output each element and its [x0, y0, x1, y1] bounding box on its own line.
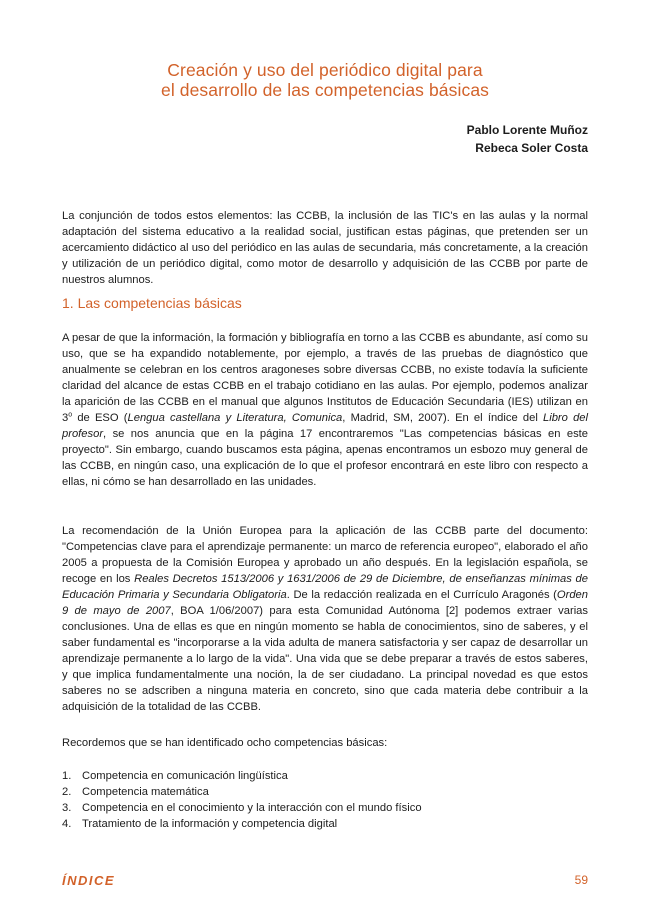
author-name: Rebeca Soler Costa: [475, 141, 588, 155]
author-list: [467, 121, 588, 157]
body-paragraph-1: A pesar de que la información, la formación y bibliografía en torno a las CCBB es abundante, así como su uso, que se ha expandido notablemente, por ejemplo, a través de las pruebas de diagnóstico que anualmente se celebran en los centros aragoneses sobre diversas CCBB, no existe todavía la suficiente claridad del alcance de estas CCBB en el trabajo cotidiano en las aulas. Por ejemplo, podemos analizar la aparición de las CCBB en el manual que algunos Institutos de Educación Secundaria (IES) utilizan en 3$^o$ de ESO (Lengua castellana y Literatura, Comunica, Madrid, SM, 2007). En el índice del Libro del profesor, se nos anuncia que en la página 17 encontraremos "Las competencias básicas en este proyecto". Sin embargo, cuando buscamos esta página, apenas encontramos un esbozo muy general de las CCBB, en ningún caso, una explicación de lo que el profesor encontrará en este libro con respecto a ellas, ni cómo se han desarrollado en las unidades.: [62, 332, 588, 488]
article-title-line-2: el desarrollo de las competencias básicas: [160, 80, 490, 100]
intro-paragraph: La conjunción de todos estos elementos: las CCBB, la inclusión de las TIC's en las aulas y la normal adaptación del sistema educativo a la realidad social, justifican estas páginas, que pretenden ser un acercamiento didáctico al uso del periódico en las aulas de secundaria, más concretamente, a la creación y utilización de un periódico digital, como motor de desarrollo y adquisición de las CCBB por parte de nuestros alumnos.: [62, 210, 588, 286]
indice-logo: ÍNDICE: [62, 873, 116, 888]
section-heading: 1. Las competencias básicas: [62, 295, 242, 311]
competencias-list: [62, 768, 588, 832]
list-item: 1. Competencia en comunicación lingüística: [62, 770, 288, 782]
list-item: 2. Competencia matemática: [62, 786, 209, 798]
article-title-line-1: Creación y uso del periódico digital para: [167, 60, 483, 80]
list-item: 4. Tratamiento de la información y competencia digital: [62, 818, 338, 830]
legal-reference: Reales Decretos 1513/2006 y 1631/2006 de 29 de Diciembre, de enseñanzas mínimas de Educación Primaria y Secundaria Obligatoria: [62, 573, 589, 601]
body-paragraph-3: Recordemos que se han identificado ocho competencias básicas:: [62, 737, 388, 749]
legal-reference: Orden 9 de mayo de 2007: [62, 589, 588, 617]
page-number: 59: [574, 873, 588, 887]
list-item: 3. Competencia en el conocimiento y la interacción con el mundo físico: [62, 802, 422, 814]
body-paragraph-2: La recomendación de la Unión Europea para la aplicación de las CCBB parte del documento: "Competencias clave para el aprendizaje permanente: un marco de referencia europeo", elaborado el año 2005 a propuesta de la Comisión Europea y aprobado un año después. En la legislación española, se recoge en los Reales Decretos 1513/2006 y 1631/2006 de 29 de Diciembre, de enseñanzas mínimas de Educación Primaria y Secundaria Obligatoria. De la redacción realizada en el Currículo Aragonés (Orden 9 de mayo de 2007, BOA 1/06/2007) para esta Comunidad Autónoma [2] podemos extraer varias conclusiones. Una de ellas es que en ningún momento se habla de conocimientos, sino de saberes, y el saber fundamental es "incorporarse a la vida adulta de manera satisfactoria y ser capaz de desarrollar un aprendizaje permanente a lo largo de la vida". Una vida que se debe preparar a través de estos saberes, y que implica fundamentalmente una noción, la de ser ciudadano. La principal novedad es que estos saberes no se adscriben a ninguna materia en concreto, sino que cada materia debe contribuir a la adquisición de la totalidad de las CCBB.: [62, 525, 589, 713]
book-title: Libro del profesor: [62, 412, 588, 440]
article-title: [60, 60, 590, 100]
author-name: Pablo Lorente Muñoz: [466, 123, 588, 137]
book-title: Lengua castellana y Literatura, Comunica: [127, 412, 343, 424]
